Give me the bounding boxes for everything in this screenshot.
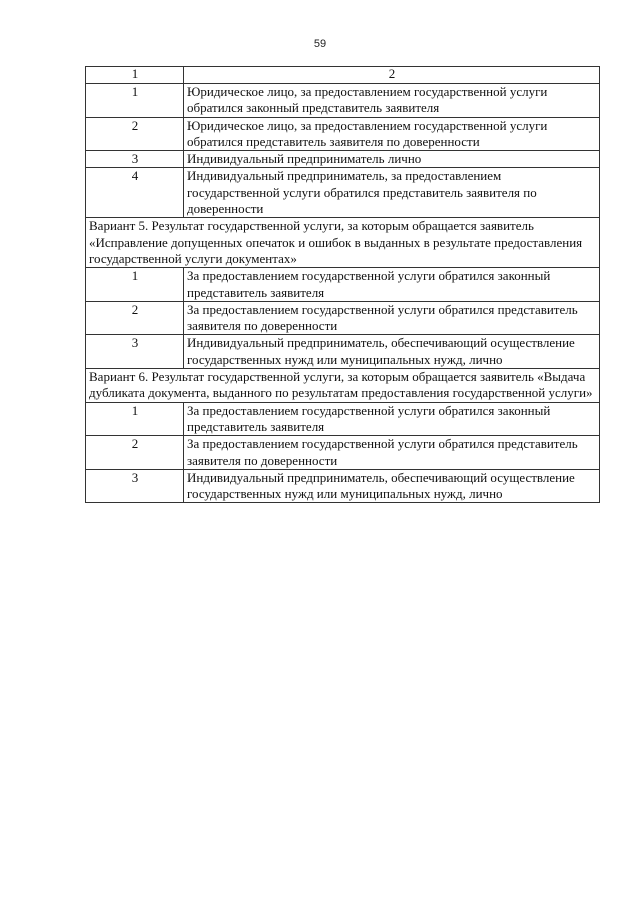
row-text: Юридическое лицо, за предоставлением государственной услуги обратился представитель заявителя по доверенности xyxy=(184,117,600,151)
row-number: 1 xyxy=(86,402,184,436)
row-text: Индивидуальный предприниматель, за предоставлением государственной услуги обратился представитель заявителя по доверенности xyxy=(184,168,600,218)
page-number: 59 xyxy=(313,38,327,50)
table-row xyxy=(86,436,600,470)
header-col-1: 1 xyxy=(86,67,184,84)
table-header-row xyxy=(86,67,600,84)
table-row xyxy=(86,84,600,118)
row-number: 2 xyxy=(86,117,184,151)
row-text: За предоставлением государственной услуги обратился законный представитель заявителя xyxy=(184,402,600,436)
row-text: Индивидуальный предприниматель лично xyxy=(184,151,600,168)
table-row xyxy=(86,168,600,218)
variant-5-title: Вариант 5. Результат государственной услуги, за которым обращается заявитель «Исправление допущенных опечаток и ошибок в выданных в результате предоставления государственной услуги документах» xyxy=(86,218,600,268)
row-text: За предоставлением государственной услуги обратился законный представитель заявителя xyxy=(184,268,600,302)
table-row xyxy=(86,117,600,151)
header-col-2: 2 xyxy=(184,67,600,84)
variant-5-heading-row xyxy=(86,218,600,268)
row-number: 1 xyxy=(86,84,184,118)
row-text: Индивидуальный предприниматель, обеспечивающий осуществление государственных нужд или муниципальных нужд, лично xyxy=(184,335,600,369)
row-text: Индивидуальный предприниматель, обеспечивающий осуществление государственных нужд или муниципальных нужд, лично xyxy=(184,469,600,503)
variant-6-heading-row xyxy=(86,369,600,403)
row-number: 2 xyxy=(86,301,184,335)
row-number: 3 xyxy=(86,151,184,168)
row-number: 3 xyxy=(86,335,184,369)
row-number: 3 xyxy=(86,469,184,503)
table-row xyxy=(86,335,600,369)
variants-table xyxy=(85,66,600,503)
table-row xyxy=(86,151,600,168)
table-row xyxy=(86,402,600,436)
table-row xyxy=(86,301,600,335)
row-number: 1 xyxy=(86,268,184,302)
table-row xyxy=(86,268,600,302)
variant-6-title: Вариант 6. Результат государственной услуги, за которым обращается заявитель «Выдача дубликата документа, выданного по результатам предоставления государственной услуги» xyxy=(86,369,600,403)
row-text: Юридическое лицо, за предоставлением государственной услуги обратился законный представитель заявителя xyxy=(184,84,600,118)
row-number: 4 xyxy=(86,168,184,218)
row-text: За предоставлением государственной услуги обратился представитель заявителя по доверенности xyxy=(184,301,600,335)
table-row xyxy=(86,469,600,503)
row-number: 2 xyxy=(86,436,184,470)
row-text: За предоставлением государственной услуги обратился представитель заявителя по доверенности xyxy=(184,436,600,470)
